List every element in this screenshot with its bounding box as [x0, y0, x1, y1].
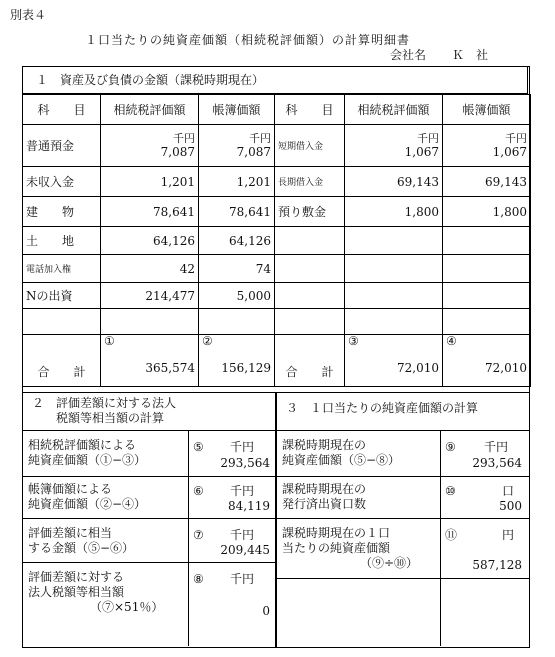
- table-row: [23, 167, 531, 197]
- mark: ④: [446, 334, 457, 348]
- document-title: １口当たりの純資産価額（相続税評価額）の計算明細書: [85, 33, 411, 47]
- total-asset-book: 156,129: [221, 361, 271, 375]
- s3-label: 課税時期現在の: [282, 482, 367, 496]
- s3-label: 課税時期現在の１口: [282, 526, 391, 540]
- col-header-liab-item: 科 目: [275, 95, 345, 125]
- table-row: [23, 255, 531, 283]
- asset-book: 1,201: [199, 167, 275, 197]
- unit-label: 口: [502, 484, 515, 498]
- mark: ⑦: [193, 528, 204, 542]
- s3-label: 発行済出資口数: [282, 497, 367, 511]
- s3-value: 587,128: [472, 558, 522, 572]
- liab-item: 預り敷金: [275, 197, 345, 227]
- unit-label: 千円: [173, 131, 195, 145]
- asset-item: 未収入金: [23, 167, 101, 197]
- asset-eval: 7,087: [160, 144, 195, 159]
- unit-label: 千円: [505, 131, 527, 145]
- s3-value: 500: [499, 499, 522, 513]
- s2-label: 純資産価額（②−④）: [28, 497, 147, 511]
- liab-book: 1,800: [443, 197, 531, 227]
- mark: ⑩: [445, 484, 456, 498]
- total-asset-eval: 365,574: [145, 361, 195, 375]
- asset-item: 土 地: [23, 227, 101, 255]
- asset-item: 電話加入権: [23, 255, 101, 283]
- mark: ⑥: [193, 484, 204, 498]
- total-label: 合 計: [275, 335, 345, 387]
- s2-label: 評価差額に対する: [28, 570, 125, 584]
- col-header-asset-item: 科 目: [23, 95, 101, 125]
- s2-label: 評価差額に相当: [28, 526, 113, 540]
- asset-book: 64,126: [199, 227, 275, 255]
- col-header-asset-eval: 相続税評価額: [101, 95, 199, 125]
- company-label: 会社名: [390, 48, 427, 62]
- appendix-label: 別表４: [10, 8, 47, 22]
- table-row: [23, 197, 531, 227]
- unit-label: 千円: [249, 131, 271, 145]
- table-row: [23, 283, 531, 309]
- asset-eval: 1,201: [101, 167, 199, 197]
- asset-book: 5,000: [199, 283, 275, 309]
- table-row: [23, 227, 531, 255]
- s3-label: （⑨÷⑩）: [360, 556, 419, 570]
- section2-title-line1: ２ 評価差額に対する法人: [32, 396, 177, 410]
- s3-value: 293,564: [472, 456, 522, 470]
- liab-book: 1,067: [492, 144, 527, 159]
- total-label: 合 計: [23, 335, 101, 387]
- assets-liabilities-table: [22, 94, 531, 387]
- liab-book: 69,143: [443, 167, 531, 197]
- asset-book: 78,641: [199, 197, 275, 227]
- asset-eval: 42: [101, 255, 199, 283]
- s2-label: 相続税評価額による: [28, 438, 137, 452]
- mark: ⑨: [445, 440, 456, 454]
- s2-label: 法人税額等相当額: [28, 585, 125, 599]
- mark: ⑧: [193, 572, 204, 586]
- unit-label: 千円: [230, 528, 255, 542]
- asset-item: Nの出資: [23, 283, 101, 309]
- s2-label: する金額（⑤−⑥）: [28, 541, 135, 555]
- liab-item: 長期借入金: [275, 167, 345, 197]
- s2-value: 209,445: [220, 543, 270, 557]
- mark: ①: [104, 334, 115, 348]
- unit-label: 千円: [417, 131, 439, 145]
- section1-title: １ 資産及び負債の金額（課税時期現在）: [36, 73, 265, 87]
- s2-value: 0: [262, 604, 270, 618]
- s3-label: 当たりの純資産価額: [282, 541, 391, 555]
- asset-item: 普通預金: [23, 125, 101, 167]
- liab-eval: 1,067: [404, 144, 439, 159]
- mark: ⑤: [193, 440, 204, 454]
- s2-value: 293,564: [220, 456, 270, 470]
- col-header-liab-eval: 相続税評価額: [345, 95, 443, 125]
- mark: ③: [348, 334, 359, 348]
- mark: ②: [202, 334, 213, 348]
- asset-book: 74: [199, 255, 275, 283]
- unit-label: 円: [502, 528, 515, 542]
- unit-label: 千円: [484, 440, 509, 454]
- asset-eval: 214,477: [101, 283, 199, 309]
- total-liab-book: 72,010: [485, 361, 527, 375]
- s2-label: （⑦×51％）: [90, 600, 164, 614]
- asset-item: 建 物: [23, 197, 101, 227]
- unit-label: 千円: [230, 484, 255, 498]
- liab-eval: 69,143: [345, 167, 443, 197]
- s2-label: 帳簿価額による: [28, 482, 113, 496]
- liab-eval: 1,800: [345, 197, 443, 227]
- col-header-liab-book: 帳簿価額: [443, 95, 531, 125]
- liab-item: 短期借入金: [275, 125, 345, 167]
- section3-title: ３ １口当たりの純資産価額の計算: [286, 401, 479, 415]
- s3-label: 課税時期現在の: [282, 438, 367, 452]
- col-header-asset-book: 帳簿価額: [199, 95, 275, 125]
- asset-book: 7,087: [236, 144, 271, 159]
- unit-label: 千円: [230, 440, 255, 454]
- section2-title-line2: 税額等相当額の計算: [56, 411, 165, 425]
- company-name: Ｋ 社: [452, 48, 489, 62]
- asset-eval: 78,641: [101, 197, 199, 227]
- s2-value: 84,119: [228, 499, 270, 513]
- total-liab-eval: 72,010: [397, 361, 439, 375]
- unit-label: 千円: [230, 572, 255, 586]
- asset-eval: 64,126: [101, 227, 199, 255]
- mark: ⑪: [445, 528, 458, 542]
- s2-label: 純資産価額（①−③）: [28, 453, 147, 467]
- s3-label: 純資産価額（⑤−⑧）: [282, 453, 401, 467]
- table-row: [23, 125, 531, 167]
- table-row: [23, 309, 531, 335]
- totals-row: [23, 335, 531, 387]
